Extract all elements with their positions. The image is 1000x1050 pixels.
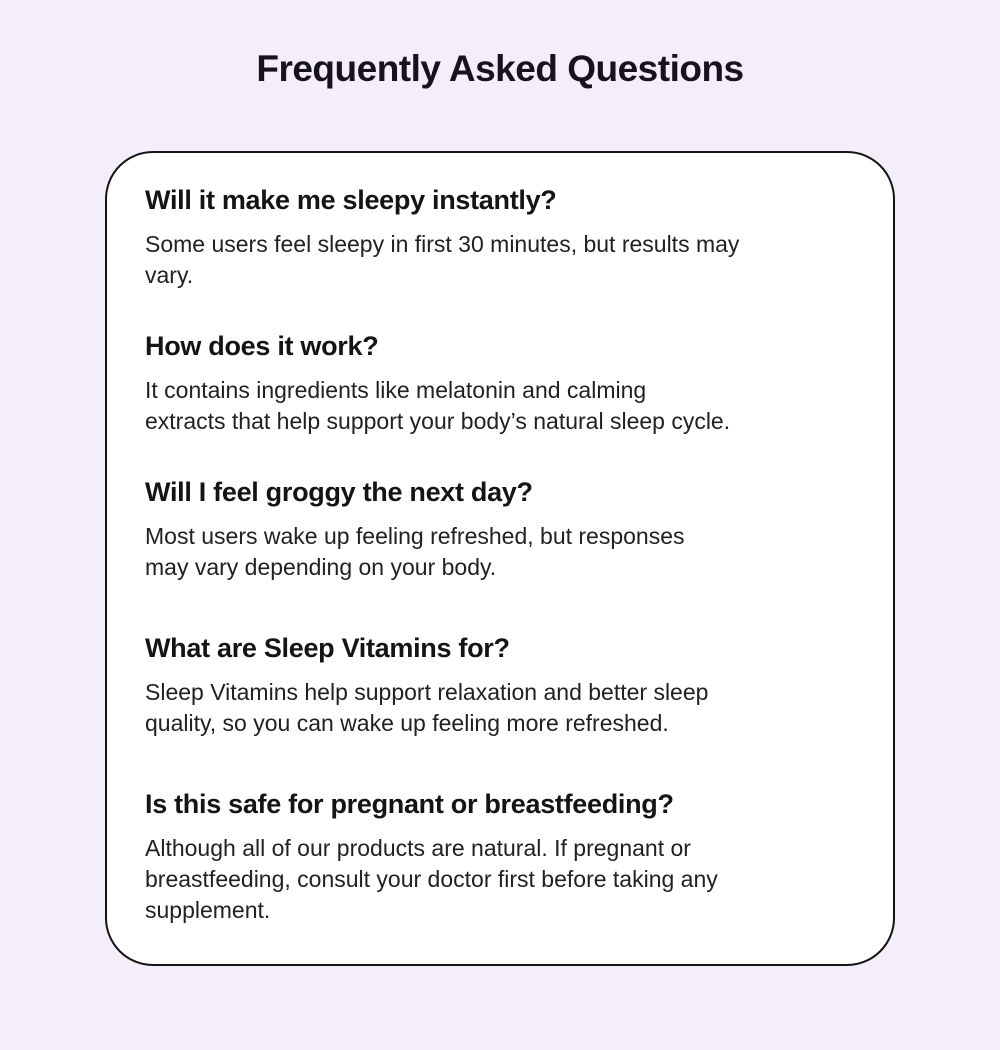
answer-line: supplement. <box>145 897 271 923</box>
faq-question: Will I feel groggy the next day? <box>145 477 533 507</box>
faq-item <box>145 475 855 583</box>
answer-line: quality, so you can wake up feeling more refreshed. <box>145 710 669 736</box>
answer-line: extracts that help support your body’s natural sleep cycle. <box>145 408 731 434</box>
answer-line: Although all of our products are natural. If pregnant or <box>145 835 691 861</box>
faq-question: What are Sleep Vitamins for? <box>145 633 510 663</box>
answer-line: It contains ingredients like melatonin and calming <box>145 377 647 403</box>
faq-item <box>145 183 855 291</box>
answer-line: may vary depending on your body. <box>145 554 497 580</box>
faq-answer <box>145 229 855 291</box>
faq-item <box>145 329 855 437</box>
faq-answer <box>145 521 855 583</box>
faq-item <box>145 631 855 739</box>
faq-question: How does it work? <box>145 331 379 361</box>
answer-line: vary. <box>145 262 194 288</box>
answer-line: Sleep Vitamins help support relaxation and better sleep <box>145 679 709 705</box>
faq-question: Is this safe for pregnant or breastfeeding? <box>145 789 674 819</box>
faq-answer <box>145 375 855 437</box>
faq-question: Will it make me sleepy instantly? <box>145 185 557 215</box>
faq-answer <box>145 677 855 739</box>
faq-answer <box>145 833 855 926</box>
faq-card <box>105 151 895 966</box>
faq-item <box>145 787 855 926</box>
faq-page <box>0 50 1000 1050</box>
answer-line: Some users feel sleepy in first 30 minutes, but results may <box>145 231 740 257</box>
answer-line: Most users wake up feeling refreshed, but responses <box>145 523 685 549</box>
page-title: Frequently Asked Questions <box>256 48 744 89</box>
answer-line: breastfeeding, consult your doctor first before taking any <box>145 866 718 892</box>
